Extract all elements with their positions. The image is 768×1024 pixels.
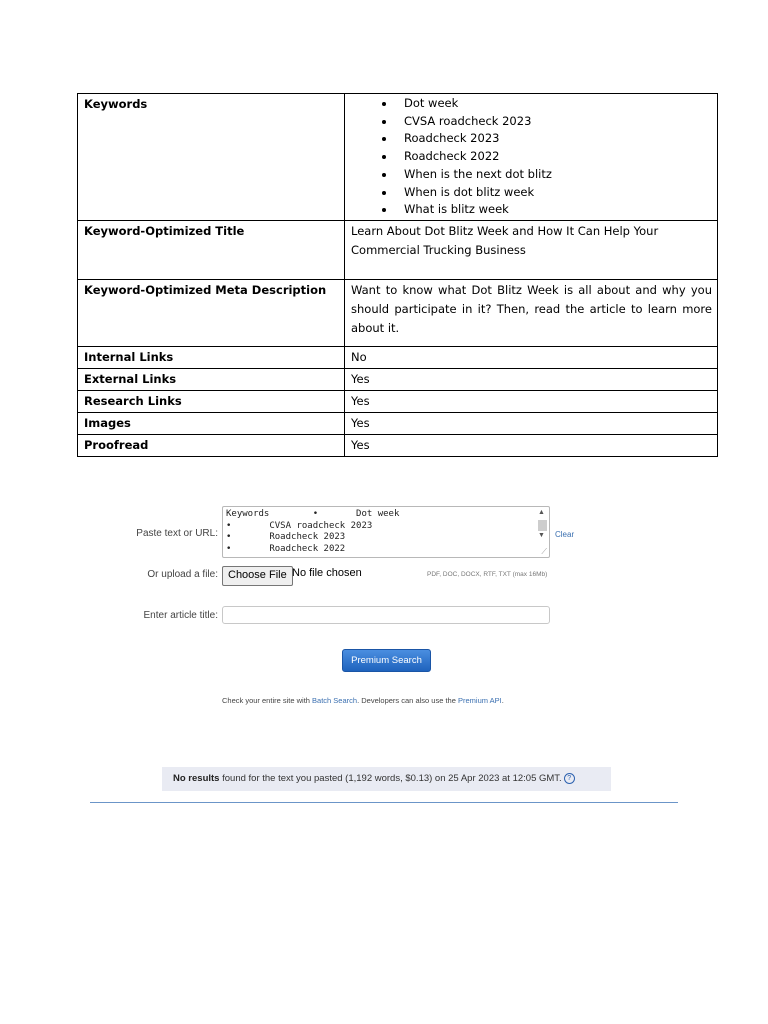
keyword-item: • CVSA roadcheck 2023 (396, 113, 712, 131)
title-label: Keyword-Optimized Title (78, 220, 345, 279)
paste-text-area[interactable] (222, 506, 550, 558)
table-row (78, 390, 718, 412)
keyword-item: • Roadcheck 2022 (396, 148, 712, 166)
table-row-keywords (78, 94, 718, 221)
file-status: No file chosen (292, 567, 362, 579)
premium-api-link[interactable]: Premium API (457, 696, 502, 705)
note-middle: . Developers can also use the (357, 696, 458, 705)
keyword-item: • When is the next dot blitz (396, 166, 712, 184)
row-label: Research Links (78, 390, 345, 412)
keyword-item: • What is blitz week (396, 201, 712, 219)
meta-label: Keyword-Optimized Meta Description (78, 279, 345, 346)
developer-note (222, 696, 504, 705)
scroll-thumb[interactable] (538, 520, 547, 531)
file-type-hint: PDF, DOC, DOCX, RTF, TXT (max 16Mb) (427, 571, 548, 578)
meta-value: Want to know what Dot Blitz Week is all about and why you should participate in it? Then, read the article to learn more about it. (345, 279, 718, 346)
title-value: Learn About Dot Blitz Week and How It Can Help Your Commercial Trucking Business (345, 220, 718, 279)
choose-file-button[interactable]: Choose File (222, 566, 293, 586)
upload-label: Or upload a file: (147, 569, 218, 580)
premium-search-button[interactable]: Premium Search (342, 649, 431, 672)
row-value: Yes (345, 412, 718, 434)
keywords-cell (345, 94, 718, 221)
row-label: Images (78, 412, 345, 434)
paste-label: Paste text or URL: (136, 528, 218, 539)
paste-text-value[interactable]: Keywords • Dot week • CVSA roadcheck 2023 • Roadcheck 2023 • Roadcheck 2022 (226, 509, 400, 554)
row-value: Yes (345, 434, 718, 456)
row-label: External Links (78, 368, 345, 390)
divider (90, 802, 678, 803)
article-title-label: Enter article title: (143, 610, 218, 621)
batch-search-link[interactable]: Batch Search (312, 696, 358, 705)
article-title-input[interactable] (222, 606, 550, 624)
note-suffix: . (501, 696, 504, 705)
seo-checklist-table (77, 93, 718, 457)
keywords-label: Keywords (78, 94, 345, 221)
row-label: Internal Links (78, 346, 345, 368)
table-row-meta (78, 279, 718, 346)
scroll-down-arrow-icon[interactable]: ▼ (538, 532, 545, 539)
help-icon[interactable]: ? (564, 773, 575, 784)
result-text: found for the text you pasted (1,192 words, $0.13) on 25 Apr 2023 at 12:05 GMT. (219, 773, 562, 784)
scroll-up-arrow-icon[interactable]: ▲ (538, 509, 545, 516)
row-value: Yes (345, 368, 718, 390)
keyword-item: • When is dot blitz week (396, 184, 712, 202)
row-value: No (345, 346, 718, 368)
result-message (162, 767, 611, 791)
table-row (78, 434, 718, 456)
note-prefix: Check your entire site with (222, 696, 313, 705)
row-label: Proofread (78, 434, 345, 456)
clear-link[interactable]: Clear (555, 530, 575, 539)
keyword-item: • Roadcheck 2023 (396, 130, 712, 148)
row-value: Yes (345, 390, 718, 412)
table-row (78, 412, 718, 434)
keyword-item: • Dot week (396, 95, 712, 113)
table-row (78, 346, 718, 368)
table-row-title (78, 220, 718, 279)
resize-grip-icon[interactable]: ⟋ (541, 547, 547, 556)
result-bold: No results (173, 773, 220, 784)
table-row (78, 368, 718, 390)
keywords-list (351, 95, 712, 219)
